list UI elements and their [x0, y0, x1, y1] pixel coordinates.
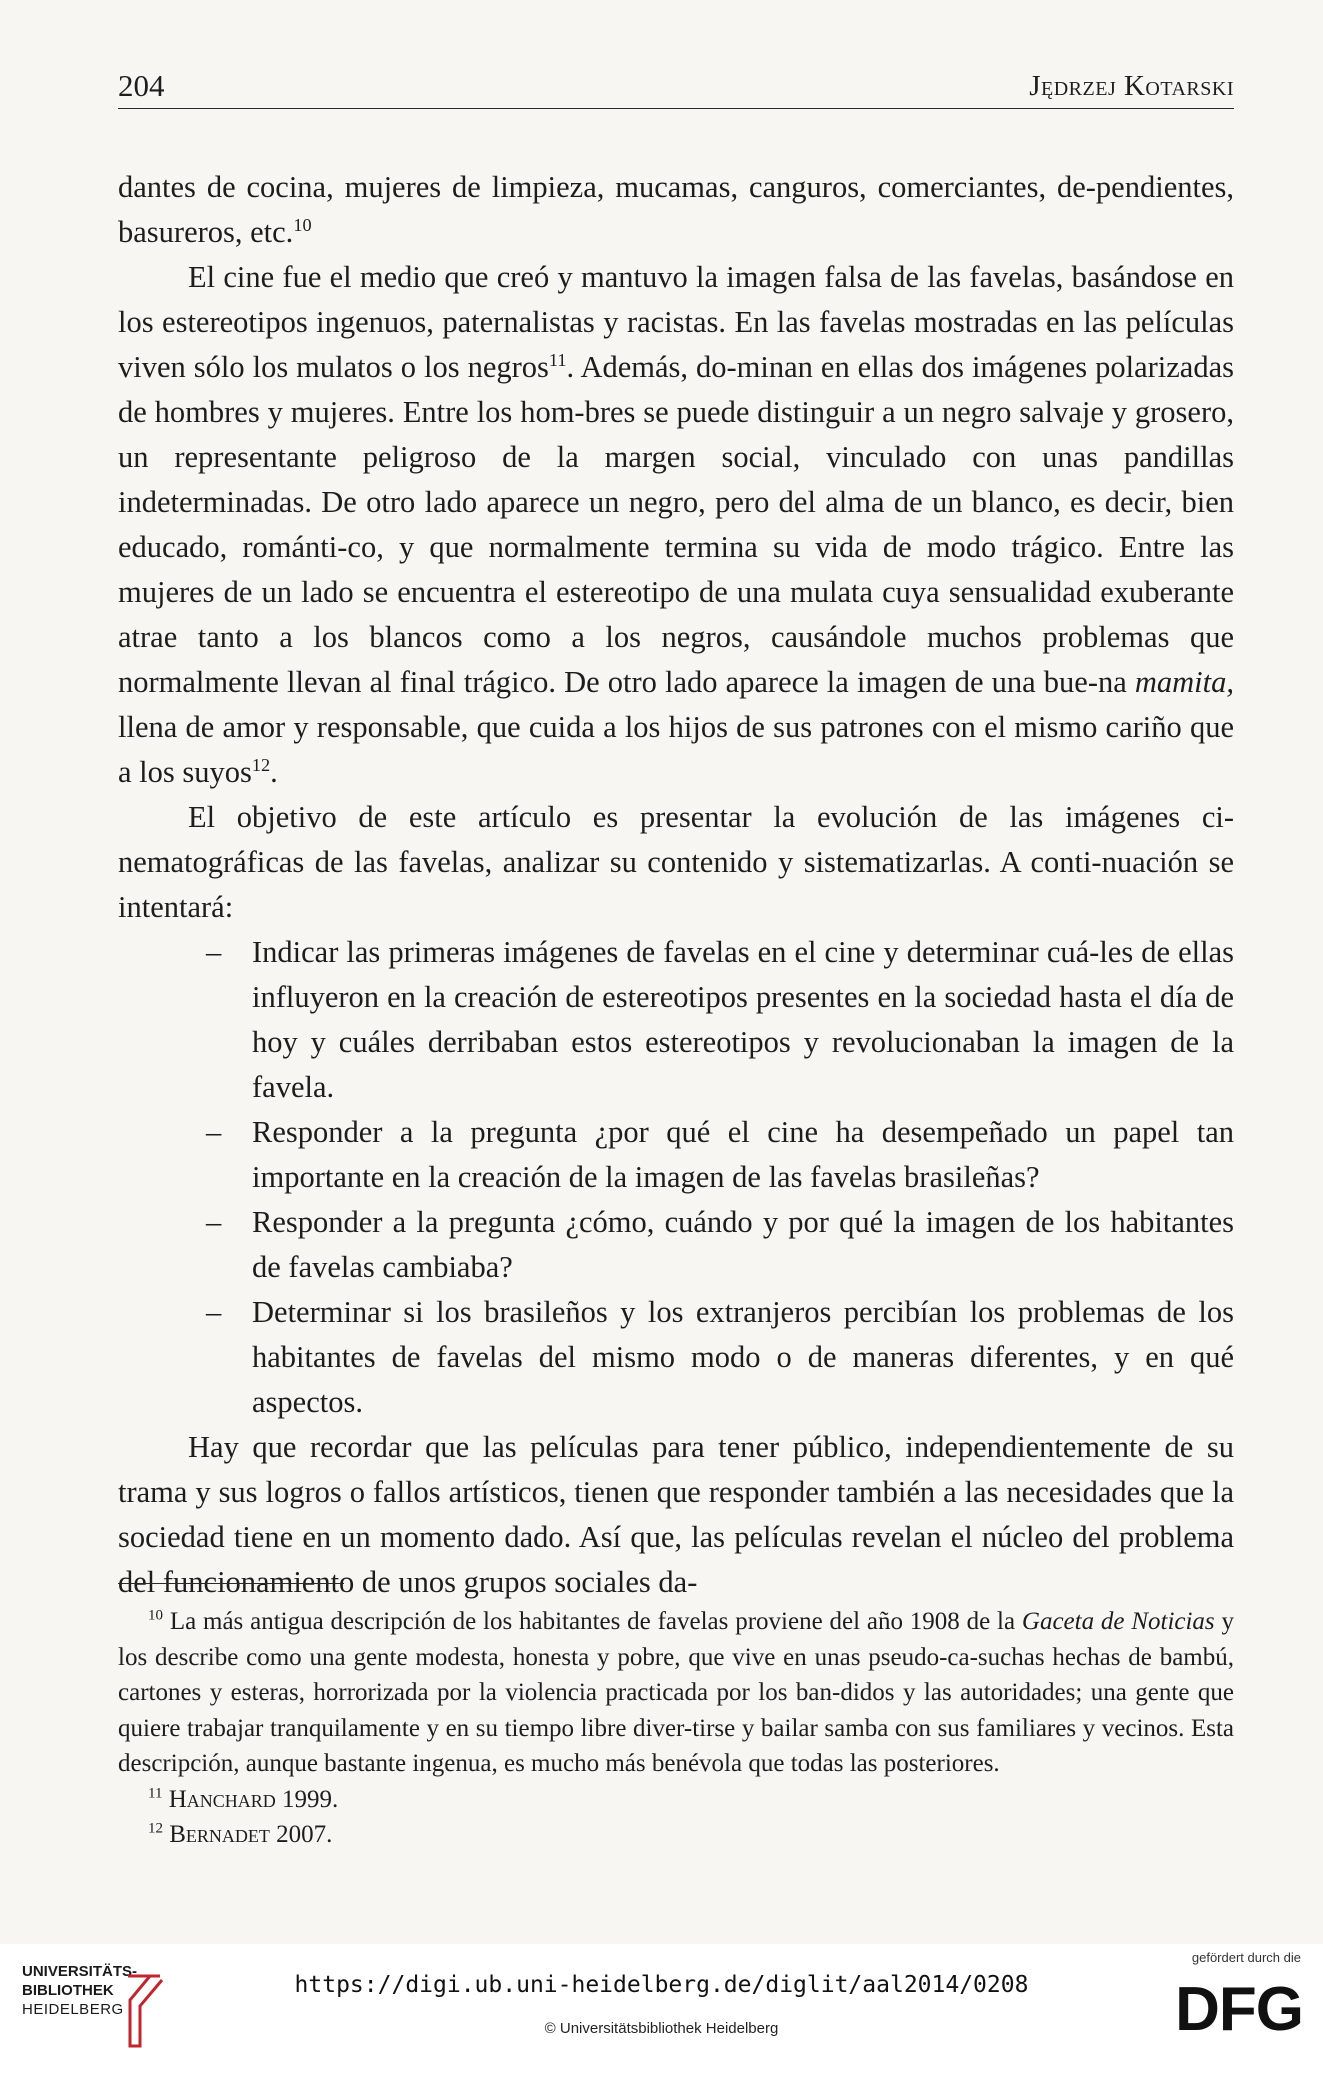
- list-item: – Responder a la pregunta ¿por qué el cine ha desempeñado un papel tan importante en la creación de la imagen de las favelas brasileñas?: [118, 1110, 1234, 1200]
- library-name: UNIVERSITÄTS- BIBLIOTHEK HEIDELBERG: [22, 1963, 138, 2018]
- footnote-divider: [118, 1583, 344, 1584]
- running-head-author: Jędrzej Kotarski: [1029, 70, 1234, 102]
- paragraph-3: El objetivo de este artículo es presentar la evolución de las imágenes ci-nematográficas de las favelas, analizar su contenido y sistematizarlas. A conti-nuación se intentará:: [118, 800, 1234, 924]
- list-item: – Determinar si los brasileños y los extranjeros percibían los problemas de los habitantes de favelas del mismo modo o de maneras diferentes, y en qué aspectos.: [118, 1290, 1234, 1425]
- digitization-footer: [0, 1944, 1323, 2075]
- funder-caption: gefördert durch die: [1191, 1950, 1301, 1965]
- footnote-12: $^{12}$ Bernadet 2007.: [148, 1820, 333, 1848]
- footnotes: [118, 1604, 1234, 1853]
- footnote-ref-10[interactable]: 10: [293, 214, 312, 235]
- list-item: – Indicar las primeras imágenes de favelas en el cine y determinar cuá-les de ellas influyeron en la creación de estereotipos presentes en la sociedad hasta el día de hoy y cuáles derribaban estos estereotipos y revolucionaban la imagen de la favela.: [118, 930, 1234, 1110]
- page-number: 204: [118, 68, 165, 103]
- paragraph-2: El cine fue el medio que creó y mantuvo la imagen falsa de las favelas, basándose en los estereotipos ingenuos, paternalistas y racistas. En las favelas mostradas en las películas viven sólo los mulatos o los negros$^{11}$. Además, do-minan en ellas dos imágenes polarizadas de hombres y mujeres. Entre los hom-bres se puede distinguir a un negro salvaje y grosero, un representante peligroso de la margen social, vinculado con unas pandillas indeterminadas. De otro lado aparece un negro, pero del alma de un blanco, es decir, bien educado, románti-co, y que normalmente termina su vida de modo trágico. Entre las mujeres de un lado se encuentra el estereotipo de una mulata cuya sensualidad exuberante atrae tanto a los blancos como a los negros, causándole muchos problemas que normalmente llevan al final trágico. De otro lado aparece la imagen de una bue-na mamita, llena de amor y responsable, que cuida a los hijos de sus patrones con el mismo cariño que a los suyos$^{12}$.: [118, 260, 1234, 789]
- page-header: [118, 68, 1234, 109]
- main-text: [118, 165, 1234, 1605]
- footnote-ref-11[interactable]: 11: [548, 349, 567, 370]
- footnote-ref-12[interactable]: 12: [251, 754, 271, 775]
- dash-bullet: –: [206, 935, 222, 969]
- paragraph-1: dantes de cocina, mujeres de limpieza, mucamas, canguros, comerciantes, de-pendientes, basureros, etc.$^{10}$: [118, 170, 1234, 249]
- dfg-logo: DFG: [1175, 1975, 1303, 2044]
- footnote-11: $^{11}$ Hanchard 1999.: [148, 1785, 339, 1813]
- source-url-link[interactable]: https://digi.ub.uni-heidelberg.de/diglit/aal2014/0208: [294, 1972, 1029, 1998]
- footnote-number: 12: [148, 1820, 163, 1837]
- dash-bullet: –: [206, 1115, 222, 1149]
- footnote-number: 10: [148, 1607, 163, 1624]
- paragraph-4: Hay que recordar que las películas para tener público, independientemente de su trama y sus logros o fallos artísticos, tienen que responder también a las necesidades que la sociedad tiene en un momento dado. Así que, las películas revelan el núcleo del problema del funcionamiento de unos grupos sociales da-: [118, 1430, 1234, 1599]
- emphasis-mamita: mamita,: [1134, 665, 1234, 699]
- footnote-10: $^{10}$ La más antigua descripción de los habitantes de favelas proviene del año 1908 de la Gaceta de Noticias y los describe como una gente modesta, honesta y pobre, que vive en unas pseudo-ca-suchas hechas de bambú, cartones y esteras, horrorizada por la violencia practicada por los ban-didos y las autoridades; una gente que quiere trabajar tranquilamente y en su tiempo libre diver-tirse y bailar samba con sus familiares y vecinos. Esta descripción, aunque bastante ingenua, es mucho más benévola que todas las posteriores.: [118, 1607, 1234, 1777]
- dash-bullet: –: [206, 1205, 222, 1239]
- list-item: – Responder a la pregunta ¿cómo, cuándo y por qué la imagen de los habitantes de favelas cambiaba?: [118, 1200, 1234, 1290]
- copyright-notice: © Universitätsbibliothek Heidelberg: [544, 2020, 779, 2037]
- dash-bullet: –: [206, 1295, 222, 1329]
- footnote-number: 11: [148, 1785, 163, 1802]
- objectives-list: [118, 930, 1234, 1425]
